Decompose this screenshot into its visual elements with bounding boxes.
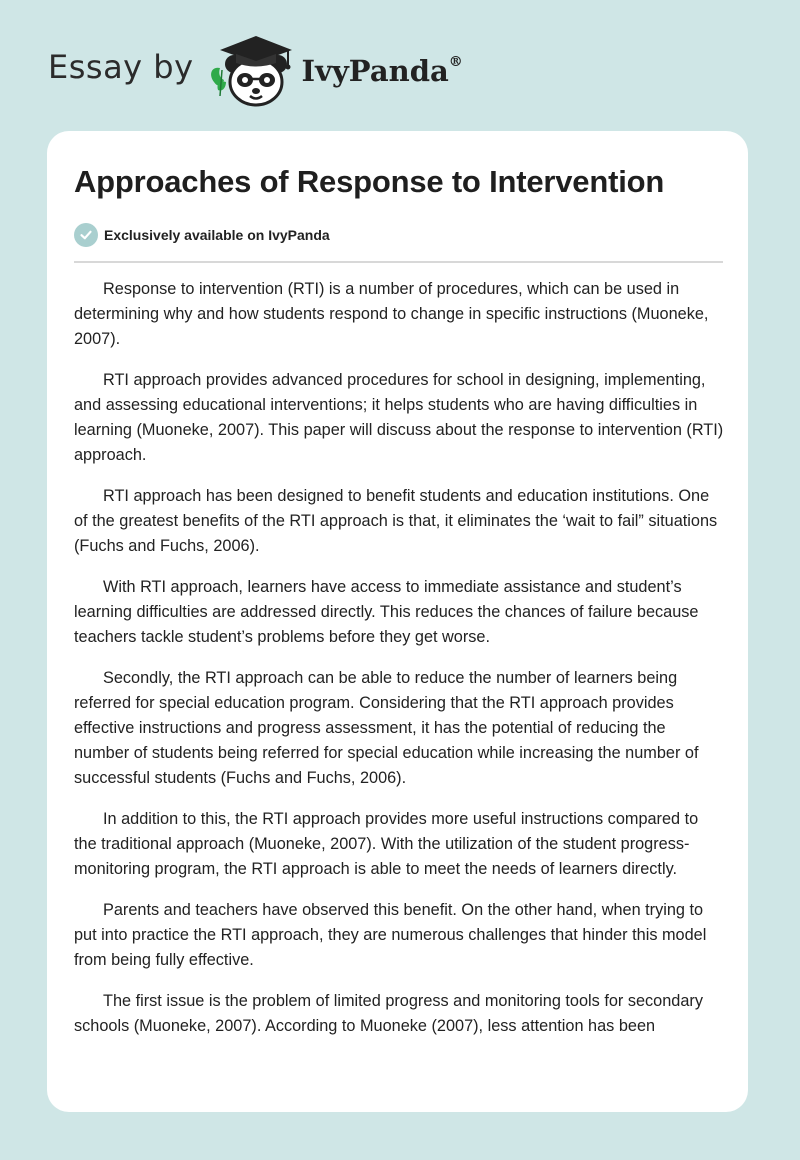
ivypanda-logo[interactable]: [208, 30, 298, 110]
registered-mark: ®: [448, 54, 463, 71]
paragraph: In addition to this, the RTI approach provides more useful instructions compared to the traditional approach (Muoneke, 2007). With the utilization of the student progress-monitoring program, the RTI approach is able to meet the needs of learners directly.: [74, 810, 699, 878]
paragraph: The first issue is the problem of limited progress and monitoring tools for secondary schools (Muoneke, 2007). According to Muoneke (2007), less attention has been: [74, 992, 703, 1035]
brand-text: IvyPanda: [301, 54, 449, 88]
badge-label: Exclusively available on IvyPanda: [104, 227, 330, 243]
essay-by-label: Essay by: [48, 48, 194, 86]
paragraph: Parents and teachers have observed this benefit. On the other hand, when trying to put into practice the RTI approach, they are numerous challenges that hinder this model from being fully effective.: [74, 901, 707, 969]
paragraph: Response to intervention (RTI) is a number of procedures, which can be used in determining why and how students respond to change in specific instructions (Muoneke, 2007).: [74, 280, 709, 348]
essay-card: [47, 131, 748, 1112]
essay-body: [74, 277, 724, 1055]
title-divider: [74, 261, 723, 263]
panda-graduate-icon: [208, 30, 298, 110]
paragraph: Secondly, the RTI approach can be able to reduce the number of learners being referred for special education program. Considering that the RTI approach provides effective instructions and progress assessment, it has the potential of reducing the number of students being referred for special education while increasing the number of successful students (Fuchs and Fuchs, 2006).: [74, 669, 699, 787]
exclusive-badge: [74, 223, 330, 247]
brand-name[interactable]: [302, 54, 463, 88]
page-title: Approaches of Response to Intervention: [74, 164, 665, 199]
checkmark-icon: [74, 223, 98, 247]
paragraph: RTI approach has been designed to benefit students and education institutions. One of the greatest benefits of the RTI approach is that, it eliminates the ‘wait to fail” situations (Fuchs and Fuchs, 2006).: [74, 487, 718, 555]
site-header: [48, 30, 463, 110]
paragraph: With RTI approach, learners have access to immediate assistance and student’s learning difficulties are addressed directly. This reduces the chances of failure because teachers tackle student’s problems before they get worse.: [74, 578, 699, 646]
paragraph: RTI approach provides advanced procedures for school in designing, implementing, and assessing educational interventions; it helps students who are having difficulties in learning (Muoneke, 2007). This paper will discuss about the response to intervention (RTI) approach.: [74, 371, 724, 464]
